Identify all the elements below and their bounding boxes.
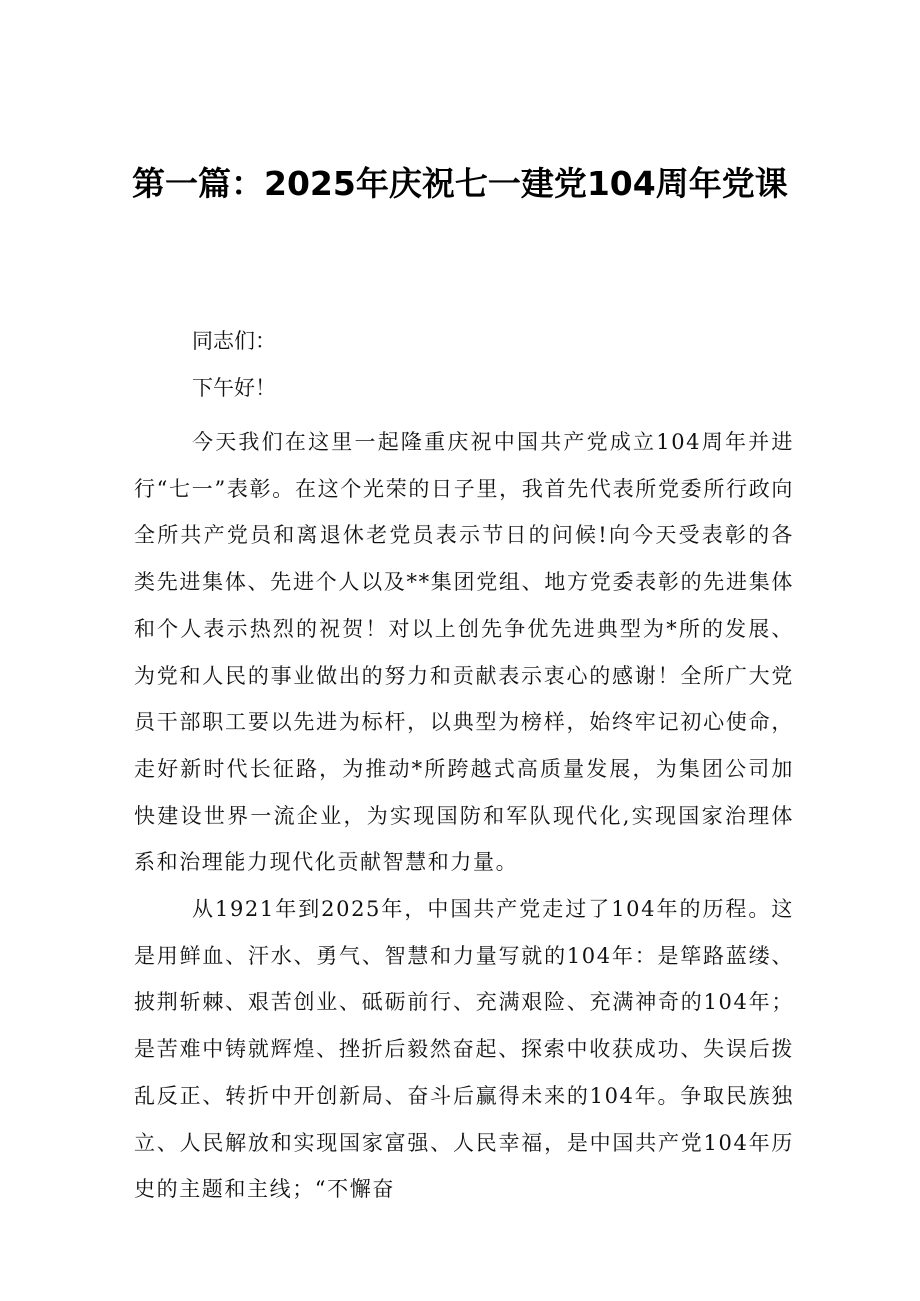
salutation: 同志们： [192,329,276,353]
document-body [134,419,794,1213]
document-title: 第一篇：2025年庆祝七一建党104周年党课 [132,164,788,203]
paragraph-2: 从1921年到2025年，中国共产党走过了104年的历程。这是用鲜血、汗水、勇气、智慧和力量写就的104年：是筚路蓝缕、披荆斩棘、艰苦创业、砥砺前行、充满艰险、充满神奇的104年；是苦难中铸就辉煌、挫折后毅然奋起、探索中收获成功、失误后拨乱反正、转折中开创新局、奋斗后赢得未来的104年。争取民族独立、人民解放和实现国家富强、人民幸福，是中国共产党104年历史的主题和主线；“不懈奋 [134,897,794,1202]
paragraph-1: 今天我们在这里一起隆重庆祝中国共产党成立104周年并进行“七一”表彰。在这个光荣的日子里，我首先代表所党委所行政向全所共产党员和离退休老党员表示节日的问候!向今天受表彰的各类先进集体、先进个人以及**集团党组、地方党委表彰的先进集体和个人表示热烈的祝贺！对以上创先争优先进典型为*所的发展、为党和人民的事业做出的努力和贡献表示衷心的感谢！全所广大党员干部职工要以先进为标杆，以典型为榜样，始终牢记初心使命，走好新时代长征路，为推动*所跨越式高质量发展，为集团公司加快建设世界一流企业，为实现国防和军队现代化,实现国家治理体系和治理能力现代化贡献智慧和力量。 [134,430,794,875]
greeting: 下午好！ [192,376,276,400]
